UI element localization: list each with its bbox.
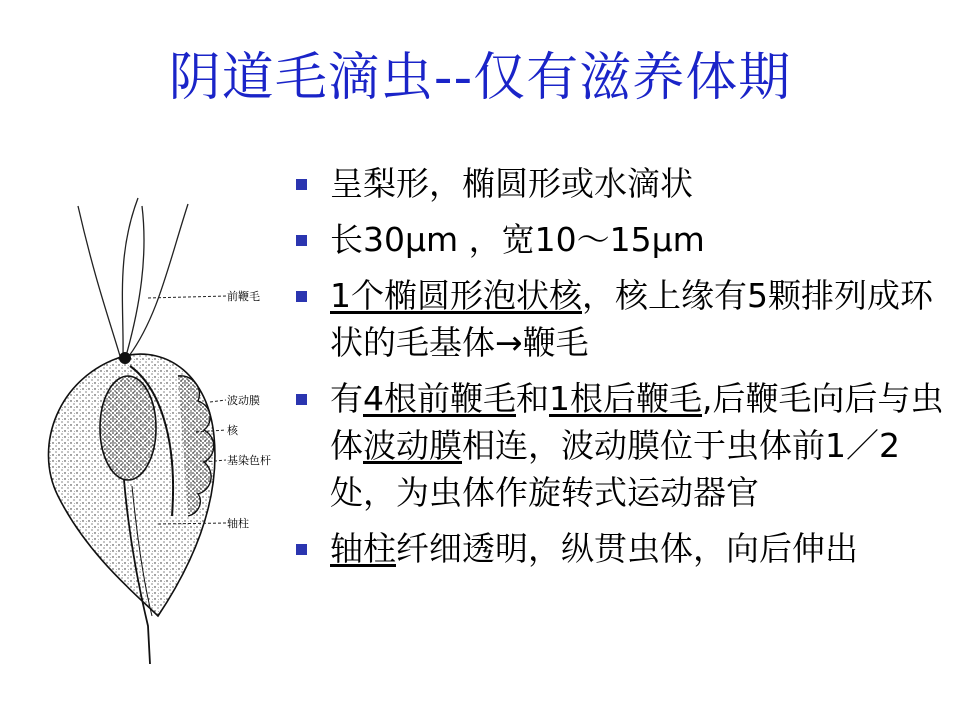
underlined-term: 1根后鞭毛 (549, 379, 702, 418)
bullet-text: 纤细透明，纵贯虫体，向后伸出 (396, 529, 858, 568)
label-anterior-flagella: 前鞭毛 (227, 290, 260, 303)
underlined-term: 轴柱 (330, 529, 396, 568)
trichomonas-diagram (28, 196, 298, 666)
bullet-item (296, 375, 946, 516)
slide-title: 阴道毛滴虫--仅有滋养体期 (168, 48, 792, 108)
bullet-marker-icon (296, 291, 307, 302)
nucleus-shape (100, 376, 156, 480)
label-nucleus: 核 (227, 424, 238, 437)
bullet-marker-icon (296, 179, 307, 190)
bullet-marker-icon (296, 544, 307, 555)
bullet-text: 有 (330, 379, 363, 418)
bullet-text: ，核上缘有5颗排列成环状的毛基体→鞭毛 (330, 276, 933, 362)
anterior-flagella (78, 198, 188, 356)
bullet-item (296, 216, 946, 263)
underlined-term: 波动膜 (363, 426, 462, 465)
bullet-text: 和 (516, 379, 549, 418)
bullet-marker-icon (296, 394, 307, 405)
bullet-text: ,后鞭毛向后与虫体 (330, 379, 944, 465)
label-costa: 基染色杆 (227, 454, 271, 467)
bullet-text: 长30μm ，宽10～15μm (330, 220, 705, 259)
bullet-text: 呈梨形，椭圆形或水滴状 (330, 164, 693, 203)
bullet-list (296, 160, 946, 581)
trichomonas-illustration (28, 196, 298, 666)
label-axostyle: 轴柱 (227, 517, 249, 530)
underlined-term: 1个椭圆形泡状核 (330, 276, 582, 315)
bullet-item (296, 272, 946, 366)
bullet-text: 相连，波动膜位于虫体前1／2处，为虫体作旋转式运动器官 (330, 426, 900, 512)
bullet-marker-icon (296, 235, 307, 246)
label-undulating-membrane: 波动膜 (227, 394, 260, 407)
bullet-item (296, 160, 946, 207)
underlined-term: 4根前鞭毛 (363, 379, 516, 418)
bullet-item (296, 525, 946, 572)
